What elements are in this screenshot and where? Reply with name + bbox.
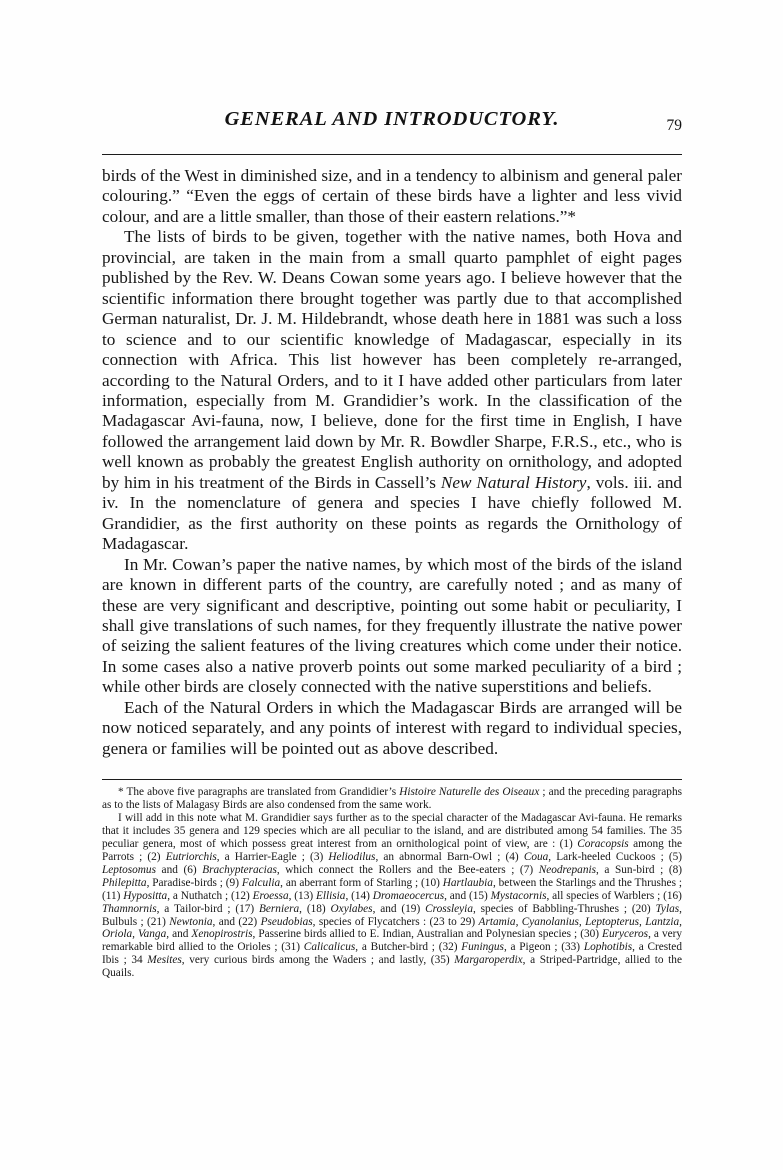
- footnote-paragraph-source: * The above five paragraphs are translated from Grandidier’s Histoire Naturelle des Oiseaux ; and the preceding paragraphs as to the lists of Malagasy Birds are also condensed from the same work.: [102, 786, 682, 811]
- genus-entry-number: (14): [348, 889, 373, 902]
- genus-description: , a Crested Ibis ;: [102, 941, 682, 967]
- genus-description: , an aberrant form of Starling ;: [280, 876, 419, 889]
- genus-description: , and: [212, 915, 236, 928]
- genus-description: , very curious birds among the Waders ; and lastly,: [181, 954, 427, 967]
- genus-name: Thamnornis: [102, 902, 157, 915]
- genus-name: Berniera: [259, 902, 300, 915]
- genus-name: Falculia: [241, 876, 281, 889]
- genus-description: , between the Starlings and the Thrushes ;: [492, 876, 682, 889]
- genus-name: Ellisia: [315, 889, 346, 902]
- genus-entry-number: (3): [304, 850, 329, 863]
- footnote-paragraph-genera: I will add in this note what M. Grandidier says further as to the special character of the Madagascar Avi-fauna. He remarks that it includes 35 genera and 129 species which are all peculiar to the island, and are distributed among 54 families. The 35 peculiar genera, most of which possess great interest from an ornithological point of view, are : (1) Coracopsis among the Parrots ; (2) Eutriorchis, a Harrier-Eagle ; (3) Heliodilus, an abnormal Barn-Owl ; (4) Coua, Lark-heeled Cuckoos ; (5) Leptosomus and (6) Brachypteracias, which connect the Rollers and the Bee-eaters ; (7) Neodrepanis, a Sun-bird ; (8) Philepitta, Paradise-birds ; (9) Falculia, an aberrant form of Starling ; (10) Hartlaubia, between the Starlings and the Thrushes ; (11) Hypositta, a Nuthatch ; (12) Eroessa, (13) Ellisia, (14) Dromaeocercus, and (15) Mystacornis, all species of Warblers ; (16) Thamnornis, a Tailor-bird ; (17) Berniera, (18) Oxylabes, and (19) Crossleyia, species of Babbling-Thrushes ; (20) Tylas, Bulbuls ; (21) Newtonia, and (22) Pseudobias, species of Flycatchers : (23 to 29) Artamia, Cyanolanius, Leptopterus, Lantzia, Oriola, Vanga, and Xenopirostris, Passerine birds allied to E. Indian, Australian and Polynesian species ; (30) Euryceros, a very remarkable bird allied to the Orioles ; (31) Calicalicus, a Butcher-bird ; (32) Funingus, a Pigeon ; (33) Lophotibis, a Crested Ibis ; 34 Mesites, very curious birds among the Waders ; and lastly, (35) Margaroperdix, a Striped-Partridge, allied to the Quails.: [102, 811, 683, 980]
- genus-entry-number: (32): [434, 941, 462, 954]
- running-head-title: GENERAL AND INTRODUCTORY.: [224, 108, 560, 130]
- work-title-histoire-naturelle: Histoire Naturelle des Oiseaux: [399, 786, 540, 798]
- genus-entry-number: (19): [396, 902, 426, 915]
- genus-description: and: [155, 863, 178, 876]
- genus-entry-number: (7): [514, 863, 539, 876]
- genus-description: , Passerine birds allied to E. Indian, Australian and Polynesian species ;: [252, 928, 578, 941]
- genus-entry-number: (17): [230, 902, 259, 915]
- genus-name: Eutriorchis: [165, 850, 217, 863]
- running-head: [102, 108, 682, 152]
- genus-name: Brachypteracias: [202, 863, 277, 876]
- footnote-text: [102, 786, 682, 980]
- genus-name: Mesites: [147, 954, 182, 967]
- paragraph-cowans-paper: In Mr. Cowan’s paper the native names, by which most of the birds of the island are known in different parts of the country, are carefully noted ; and as many of these are very significant and descriptive, pointing out some habit or peculiarity, I shall give translations of such names, for they frequently illustrate the native power of seizing the salient features of the living creatures which come under their notice. In some cases also a native proverb points out some marked peculiarity of a bird ; while other birds are closely connected with the native superstitions and beliefs.: [102, 554, 682, 697]
- page-content-column: [102, 0, 682, 759]
- genus-entry-number: (18): [302, 902, 331, 915]
- genus-name: Artamia, Cyanolanius, Leptopterus, Lantzia, Oriola, Vanga,: [102, 915, 682, 941]
- genus-description: , and: [372, 902, 397, 915]
- footnote-zone: [102, 779, 682, 980]
- genus-description: , all species of Warblers ;: [546, 889, 661, 902]
- genus-name: Funingus: [461, 941, 504, 954]
- genera-list: [102, 838, 682, 980]
- genus-entry-number: (16): [660, 889, 682, 902]
- genus-entry-number: (30): [577, 928, 603, 941]
- genus-name: Margaroperdix: [454, 954, 523, 967]
- page-number: 79: [666, 117, 682, 134]
- genus-name: Mystacornis: [490, 889, 547, 902]
- genus-name: Dromaeocercus: [372, 889, 445, 902]
- genus-name: Coracopsis: [577, 837, 629, 850]
- genus-entry-number: (8): [663, 863, 682, 876]
- paragraph-continued: birds of the West in diminished size, and in a tendency to albinism and general paler colouring.” “Even the eggs of certain of these birds have a lighter and less vivid colour, and are a little smaller, than those of their eastern relations.”*: [102, 166, 682, 226]
- genus-description: ,: [288, 889, 292, 902]
- genus-entry-number: (10): [418, 876, 443, 889]
- genus-entry-number: (21): [143, 915, 170, 928]
- genus-name: Newtonia: [169, 915, 213, 928]
- genus-entry-number: (33): [557, 941, 584, 954]
- genus-entry-number: (4): [500, 850, 524, 863]
- genus-name: Leptosomus: [102, 863, 156, 876]
- genus-description: , and: [444, 889, 467, 902]
- genus-entry-number: (31): [277, 941, 304, 954]
- genus-name: Lophotibis: [583, 941, 633, 954]
- genus-entry-number: (35): [426, 954, 455, 967]
- footnote-rule: [102, 779, 682, 780]
- genus-description: , a Sun-bird ;: [596, 863, 664, 876]
- genus-description: , a Striped-Partridge, allied to the Quails.: [102, 954, 682, 980]
- genus-entry-number: (22): [235, 915, 261, 928]
- genus-entry-number: (5): [663, 850, 683, 863]
- genus-description: , a Harrier-Eagle ;: [216, 850, 305, 863]
- footnote-marker: *: [118, 786, 124, 798]
- genus-name: Tylas: [655, 902, 680, 915]
- genus-description: , a Tailor-bird ;: [156, 902, 231, 915]
- paragraph-lists-of-birds: The lists of birds to be given, together with the native names, both Hova and provincial, are taken in the main from a small quarto pamphlet of eight pages published by the Rev. W. Deans Cowan some years ago. I believe however that the scientific information there brought together was partly due to that accomplished German naturalist, Dr. J. M. Hildebrandt, whose death here in 1881 was such a loss to science and to our scientific knowledge of Madagascar, especially in its connection with Africa. This list however has been completely re-arranged, according to the Natural Orders, and to it I have added other particulars from later information, especially from M. Grandidier’s work. In the classification of the Madagascar Avi-fauna, now, I believe, done for the first time in English, I have followed the arrangement laid down by Mr. R. Bowdler Sharpe, F.R.S., etc., who is well known as probably the greatest English authority on ornithology, and adopted by him in his treatment of the Birds in Cassell’s New Natural History, vols. iii. and iv. In the nomenclature of genera and species I have chiefly followed M. Grandidier, as the first authority on these points as regards the Ornithology of Madagascar.: [102, 227, 683, 554]
- genus-description: , a Nuthatch ;: [167, 889, 229, 902]
- genus-entry-number: (12): [228, 889, 253, 902]
- genus-description: ,: [345, 889, 349, 902]
- paragraph-natural-orders: Each of the Natural Orders in which the Madagascar Birds are arranged will be now noticed separately, and any points of interest with regard to individual species, genera or families will be pointed out as above described.: [102, 697, 682, 758]
- genus-description: among the Parrots ;: [102, 837, 682, 863]
- genus-name: Xenopirostris: [191, 928, 253, 941]
- genus-entry-number: (2): [142, 850, 166, 863]
- genus-entry-number: (1): [555, 837, 578, 850]
- genus-description: , a Pigeon ;: [503, 941, 558, 954]
- genus-entry-number: (9): [222, 876, 242, 889]
- genus-name: Philepitta: [102, 876, 147, 889]
- body-text: [102, 166, 682, 759]
- genus-entry-number: (13): [291, 889, 316, 902]
- genus-description: , Bulbuls ;: [102, 902, 682, 928]
- genus-entry-number: 34: [126, 954, 148, 967]
- genus-description: , Lark-heeled Cuckoos ;: [548, 850, 664, 863]
- book-title-new-natural-history: New Natural History: [440, 472, 587, 492]
- genus-description: , Paradise-birds ;: [146, 876, 223, 889]
- genus-entry-number: (11): [102, 889, 124, 902]
- header-rule: [102, 154, 682, 155]
- genus-name: Heliodilus: [328, 850, 376, 863]
- genus-name: Hartlaubia: [442, 876, 493, 889]
- genus-description: ,: [299, 902, 302, 915]
- genus-entry-number: (15): [466, 889, 491, 902]
- genus-name: Pseudobias: [260, 915, 313, 928]
- genus-entry-number: (20): [626, 902, 656, 915]
- genus-name: Coua: [523, 850, 549, 863]
- genus-description: , a very remarkable bird allied to the Orioles ;: [102, 928, 683, 954]
- genus-name: Crossleyia: [425, 902, 473, 915]
- genus-name: Hypositta: [123, 889, 168, 902]
- genus-name: Neodrepanis: [538, 863, 597, 876]
- genus-name: Oxylabes: [330, 902, 373, 915]
- genus-entry-number: (6): [177, 863, 203, 876]
- genus-description: and: [169, 928, 189, 941]
- genus-name: Euryceros: [602, 928, 649, 941]
- genus-name: Calicalicus: [303, 941, 356, 954]
- genus-description: , an abnormal Barn-Owl ;: [375, 850, 501, 863]
- genus-description: , species of Babbling-Thrushes ;: [472, 902, 627, 915]
- genus-entry-number: (23 to 29): [426, 915, 479, 928]
- genus-description: , a Butcher-bird ;: [355, 941, 435, 954]
- genus-description: , species of Flycatchers :: [312, 915, 427, 928]
- genus-name: Eroessa: [252, 889, 289, 902]
- genus-description: , which connect the Rollers and the Bee-eaters ;: [276, 863, 515, 876]
